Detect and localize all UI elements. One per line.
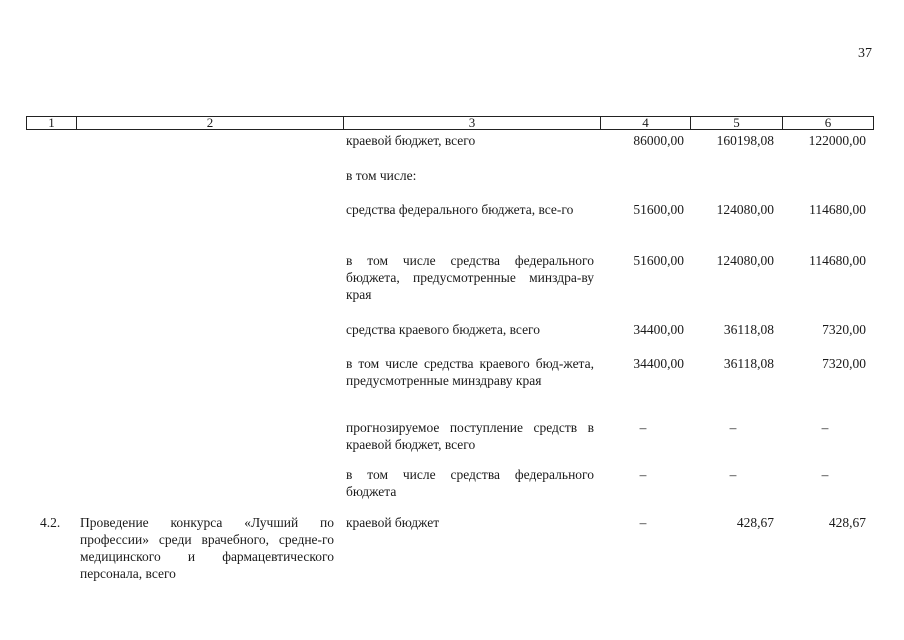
row-label: в том числе средства федерального бюджета — [346, 467, 594, 499]
row-label: в том числе: — [346, 168, 417, 183]
row-value-col5: 124080,00 — [716, 253, 774, 268]
header-col-5: 5 — [691, 117, 783, 129]
header-col-4: 4 — [601, 117, 691, 129]
row-value-col6: 114680,00 — [809, 253, 866, 268]
item-title: Проведение конкурса «Лучший по профессии» среди врачебного, средне-го медицинского и фармацевтического персонала, всего — [80, 515, 334, 581]
row-value-col5: 160198,08 — [716, 133, 774, 148]
header-col-1: 1 — [27, 117, 77, 129]
row-value-col5: 124080,00 — [716, 202, 774, 217]
table-header-row — [26, 116, 874, 130]
row-value-col4: – — [639, 420, 647, 435]
row-label: средства федерального бюджета, все-го — [346, 202, 574, 217]
row-value-col4: 34400,00 — [633, 322, 684, 337]
row-value-col6: – — [821, 467, 829, 482]
row-value-col5: 36118,08 — [723, 322, 774, 337]
row-label: в том числе средства федерального бюджета, предусмотренные минздра-ву края — [346, 253, 594, 302]
page-number: 37 — [858, 46, 872, 61]
row-value-col6: – — [821, 420, 829, 435]
row-label: в том числе средства краевого бюд-жета, предусмотренные минздраву края — [346, 356, 594, 388]
row-value-col5: – — [729, 420, 737, 435]
item-number: 4.2. — [40, 515, 61, 530]
row-label: краевой бюджет, всего — [346, 133, 476, 148]
row-value-col5: – — [729, 467, 737, 482]
item-value-col5: 428,67 — [736, 515, 774, 530]
row-label: прогнозируемое поступление средств в краевой бюджет, всего — [346, 420, 594, 452]
row-value-col6: 7320,00 — [822, 356, 866, 371]
row-value-col4: 34400,00 — [633, 356, 684, 371]
header-col-6: 6 — [824, 115, 832, 130]
row-label: средства краевого бюджета, всего — [346, 322, 541, 337]
row-value-col4: 86000,00 — [633, 133, 684, 148]
row-value-col6: 114680,00 — [809, 202, 866, 217]
row-value-col4: 51600,00 — [633, 202, 684, 217]
item-value-col6: 428,67 — [828, 515, 866, 530]
row-value-col5: 36118,08 — [723, 356, 774, 371]
item-label: краевой бюджет — [346, 515, 440, 530]
row-value-col6: 7320,00 — [822, 322, 866, 337]
header-col-2: 2 — [77, 117, 344, 129]
item-value-col4: – — [639, 515, 647, 530]
row-value-col4: 51600,00 — [633, 253, 684, 268]
row-value-col6: 122000,00 — [808, 133, 866, 148]
header-col-3: 3 — [344, 117, 601, 129]
row-value-col4: – — [639, 467, 647, 482]
